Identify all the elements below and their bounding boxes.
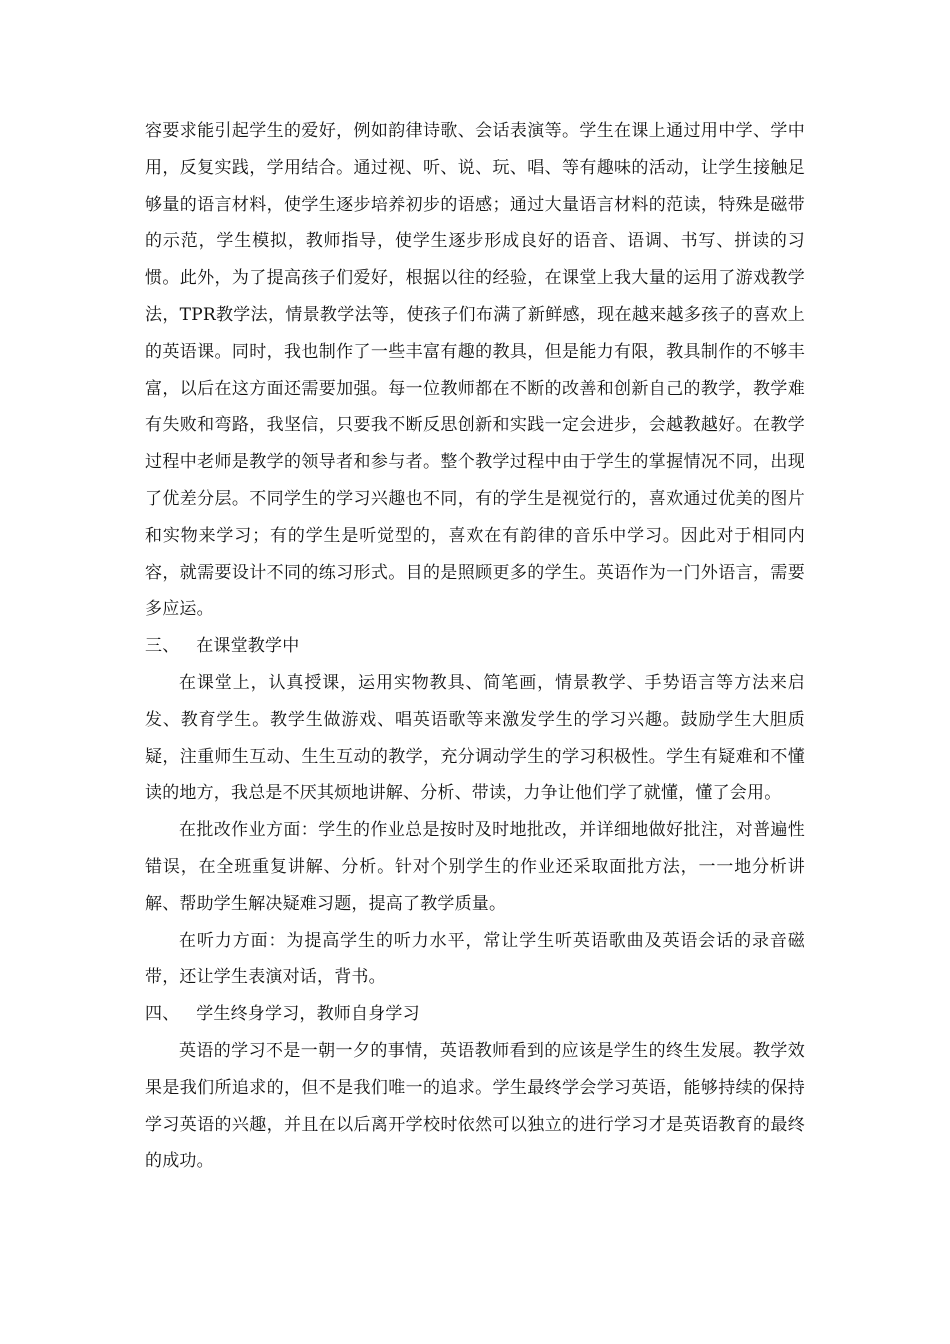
- section-heading-4: 四、 学生终身学习，教师自身学习: [145, 1004, 420, 1025]
- paragraph-lifelong-learning: 英语的学习不是一朝一夕的事情，英语教师看到的应该是学生的终生发展。教学效果是我们所追求的，但不是我们唯一的追求。学生最终学会学习英语，能够持续的保持学习英语的兴趣，并且在以后离开学校时依然可以独立的进行学习才是英语教育的最终的成功。: [145, 1040, 805, 1172]
- paragraph-continuation: 容要求能引起学生的爱好，例如韵律诗歌、会话表演等。学生在课上通过用中学、学中用，反复实践，学用结合。通过视、听、说、玩、唱、等有趣味的活动，让学生接触足够量的语言材料，使学生逐步培养初步的语感；通过大量语言材料的范读，特殊是磁带的示范，学生模拟，教师指导，使学生逐步形成良好的语音、语调、书写、拼读的习惯。此外，为了提高孩子们爱好，根据以往的经验，在课堂上我大量的运用了游戏教学法，TPR教学法，情景教学法等，使孩子们布满了新鲜感，现在越来越多孩子的喜欢上的英语课。同时，我也制作了一些丰富有趣的教具，但是能力有限，教具制作的不够丰富，以后在这方面还需要加强。每一位教师都在不断的改善和创新自己的教学，教学难有失败和弯路，我坚信，只要我不断反思创新和实践一定会进步，会越教越好。在教学过程中老师是教学的领导者和参与者。整个教学过程中由于学生的掌握情况不同，出现了优差分层。不同学生的学习兴趣也不同，有的学生是视觉行的，喜欢通过优美的图片和实物来学习；有的学生是听觉型的，喜欢在有韵律的音乐中学习。因此对于相同内容，就需要设计不同的练习形式。目的是照顾更多的学生。英语作为一门外语言，需要多应运。: [145, 121, 805, 620]
- paragraph-classroom-teaching: 在课堂上，认真授课，运用实物教具、简笔画，情景教学、手势语言等方法来启发、教育学生。教学生做游戏、唱英语歌等来激发学生的学习兴趣。鼓励学生大胆质疑，注重师生互动、生生互动的教学，充分调动学生的学习积极性。学生有疑难和不懂读的地方，我总是不厌其烦地讲解、分析、带读，力争让他们学了就懂，懂了会用。: [145, 672, 805, 804]
- paragraph-homework-correction: 在批改作业方面：学生的作业总是按时及时地批改，并详细地做好批注，对普遍性错误，在全班重复讲解、分析。针对个别学生的作业还采取面批方法，一一地分析讲解、帮助学生解决疑难习题，提高了教学质量。: [145, 820, 805, 914]
- paragraph-listening: 在听力方面：为提高学生的听力水平，常让学生听英语歌曲及英语会话的录音磁带，还让学生表演对话，背书。: [145, 930, 805, 988]
- document-body: [145, 113, 805, 1180]
- section-heading-3: 三、 在课堂教学中: [145, 636, 300, 657]
